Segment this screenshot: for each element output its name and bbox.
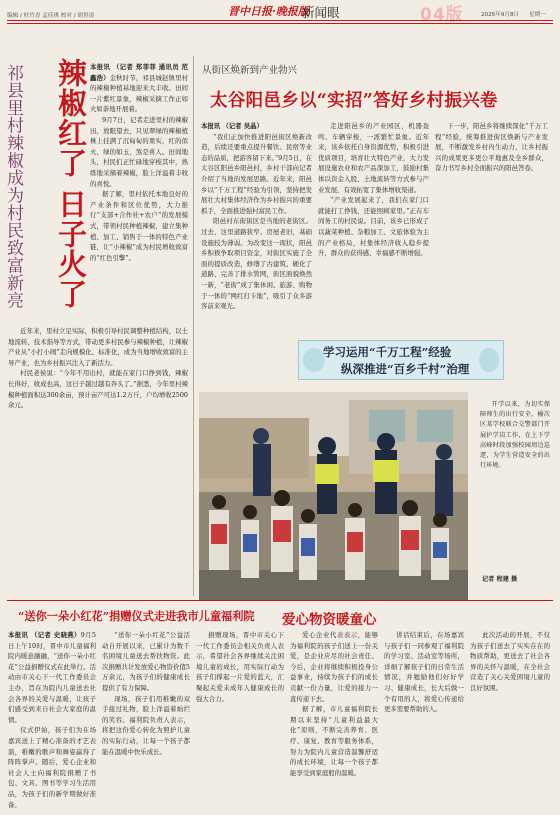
right-article-paragraph: 下一步，阳邑乡将继续深化“千万工程”经验，统筹推进街区焕新与产业发展，不断激发乡村内生动力，让乡村振兴的成果更多更公平地惠及全乡群众，奋力书写乡村全面振兴的阳邑答卷。	[435, 122, 548, 173]
left-article-paragraph: 据了解，里村依托本地良好的产业条件和区位优势，大力推行“支部+合作社+农户”的发展模式，带领村民种植辣椒，建立集种植、加工、销售于一体的特色产业链，让“小辣椒”成为村民增收致富的“红色引擎”。	[90, 190, 188, 262]
left-article-paragraph: 9月7日，记者走进里村的辣椒田，放眼望去，只见翠绿的辣椒植株上挂满了沉甸甸的果实，红的似火，绿的如玉，煞是喜人。田间地头，村民们正忙碌地穿梭其中，熟练地采摘着辣椒，脸上洋溢着丰收的喜悦。	[90, 115, 188, 188]
right-article-kicker: 从街区焕新到产业勃兴	[202, 65, 298, 76]
bottom-right-column	[196, 630, 284, 810]
policy-banner	[298, 340, 504, 380]
banner-line-1: 学习运用“千万工程”经验	[323, 345, 452, 359]
bottom-right-paragraph: 此次活动的开展，不仅为孩子们送去了实实在在的物质帮助，更送去了社会各界的关怀与温暖，在全社会营造了关心关爱困境儿童的良好氛围。	[470, 631, 550, 692]
bottom-right-paragraph: 爱心企业代表表示，能够为福利院的孩子们送上一份关爱，是企业应尽的社会责任。今后，企业将继续积极投身公益事业，持续为孩子们的成长贡献一份力量，让爱的接力一直传递下去。	[290, 631, 378, 703]
bottom-right-column	[470, 630, 550, 810]
banner-line-2: 纵深推进“百乡千村”治理	[341, 362, 470, 376]
masthead-rule	[7, 20, 553, 21]
right-article-paragraph: 走进阳邑乡的产业园区，机器轰鸣、车辆穿梭，一派繁忙景象。近年来，该乡依托自身资源优势，积极引进优质项目，培育壮大特色产业，大力发展设施农业和农产品深加工，鼓励村集体以资金入股、土地流转等方式参与产业发展，有效拓宽了集体增收渠道。	[318, 122, 429, 194]
masthead-logo: 晋中日报·晚报版	[228, 5, 309, 18]
issue-weekday: 星期一	[529, 12, 546, 18]
left-article-column	[90, 62, 188, 321]
section-divider	[7, 600, 553, 601]
news-photo	[199, 392, 468, 600]
bottom-right-headline: 爱心物资暖童心	[282, 612, 377, 628]
right-article-column	[435, 121, 548, 333]
photo-caption	[480, 400, 550, 570]
right-article-paragraph: 阳邑村东街街区是当地的老街区。过去，这里道路狭窄、房屋老旧，基础设施较为薄弱。为改变这一现状，阳邑乡积极争取项目资金，对街区实施了全面的提质改造，修缮了古建筑、硬化了道路、完善了排水管网，街区面貌焕然一新，“老街”成了集休闲、旅游、购物于一体的“网红打卡地”，吸引了众多游客前来观光。	[201, 217, 312, 311]
right-article-paragraph: “我们正加快推进阳邑街区焕新改造，后续还要重点提升餐饮、民宿等业态的品质，把游客留下来。”9月5日，在太谷区阳邑乡阳邑村，乡村干部向记者介绍了当地的发展思路。近年来，阳邑乡以“千万工程”经验为引领，坚持把发展壮大村集体经济作为乡村振兴的重要抓手，全面推进强村富民工作。	[201, 132, 312, 215]
bottom-left-paragraph: 仪式伊始，孩子们为在场嘉宾送上了精心准备的才艺表演，稚嫩的歌声和舞姿赢得了阵阵掌声。随后，爱心企业和社会人士向福利院捐赠了书包、文具、图书等学习生活用品，为孩子们的新学期做好准备。	[8, 726, 96, 809]
bottom-left-column	[8, 630, 96, 810]
bottom-left-paragraph: 现场，孩子们用稚嫩的双手接过礼物，脸上洋溢着灿烂的笑容。福利院负责人表示，将把这份爱心转化为照护儿童的实际行动，让每一个孩子都能在温暖中快乐成长。	[102, 694, 190, 756]
masthead-rule-thin	[7, 23, 553, 24]
crossing-guard-photo	[199, 392, 468, 600]
page-number: 04版	[420, 5, 464, 25]
left-article-paragraph: 金秋时节，祁县城赵镇里村的辣椒种植基地迎来大丰收。田间一片紫红景象，辣椒采摘工作正如火如荼地开展着。	[90, 73, 188, 114]
right-article-byline: 本报讯 （记者 吴晶）	[201, 122, 263, 130]
bottom-left-paragraph: 9月5日上午10时，晋中市儿童福利院内暖意融融，“送你一朵小红花”公益捐赠仪式在此举行。活动由市关心下一代工作委员会主办，旨在为院内儿童送去社会各界的关爱与温暖，让孩子们感受到来自社会大家庭的温情。	[8, 631, 96, 724]
right-article-column	[201, 121, 312, 333]
bottom-right-paragraph: 捐赠现场，晋中市关心下一代工作委员会相关负责人表示，希望社会各界继续关注困境儿童的成长，用实际行动为孩子们撑起一片爱的蓝天，汇聚起关爱未成年人健康成长的强大合力。	[196, 631, 284, 703]
bottom-left-paragraph: “送你一朵小红花”公益活动自开展以来，已累计为数千名困境儿童送去帮扶物资。此次捐赠共计发放爱心物资价值5万余元，为孩子们的健康成长提供了有力保障。	[102, 631, 190, 692]
left-article-column	[8, 326, 188, 588]
photo-credit: 记者 程建 摄	[482, 576, 518, 583]
right-article-column	[318, 121, 429, 333]
section-name: 新闻眼	[302, 5, 340, 20]
bottom-right-column	[290, 630, 378, 810]
banner-left-ornament	[303, 348, 325, 372]
photo-caption-text: 开学以来，为切实保障师生的出行安全，榆次区某学校联合交警部门开展护学岗工作，在上下学高峰时段加强校园周边巡逻，为学生营造安全的出行环境。	[480, 401, 550, 470]
bottom-right-column	[384, 630, 464, 810]
right-article-paragraph: “产业发展起来了，我们在家门口就能打工挣钱，还能照顾家里。”正在车间务工的村民说。目前，该乡已形成了以蔬菜种植、杂粮加工、文旅体验为主的产业格局，村集体经济收入稳步提升，群众的获得感、幸福感不断增强。	[318, 196, 429, 258]
left-article-paragraph: 近年来，里村立足实际，积极引导村民调整种植结构，以土地流转、技术指导等方式，带动更多村民参与辣椒种植，让辣椒产业从“小打小闹”走向规模化、标准化，成为当地增收致富的主导产业，也为乡村振兴注入了新活力。	[8, 327, 188, 367]
left-article-title: 辣椒红了 日子火了	[54, 58, 88, 310]
left-article-subtitle: 祁县里村辣椒成为村民致富新亮	[3, 64, 23, 309]
left-article-paragraph: 村民老侯说：“今年不用出村，就能在家门口挣到钱，辣椒长得好，收成也高，这日子越过越有奔头了。”据悉，今年里村辣椒种植面积达300余亩，预计亩产可达1.2万斤，户均增收2500余元。	[8, 369, 188, 410]
bottom-right-paragraph: 讲话结束后，在场嘉宾与孩子们一同参观了福利院的学习室、活动室等场所，详细了解孩子们的日常生活情况，并勉励他们好好学习、健康成长，长大后做一个有用的人，将爱心传递给更多需要帮助的人。	[384, 631, 464, 714]
bottom-left-byline: 本报讯 （记者 史晓燕）	[8, 631, 81, 639]
left-article-byline: 本报讯 （记者 郑菲菲 通讯员 范鑫浩）	[90, 63, 188, 82]
bottom-right-paragraph: 据了解，市儿童福利院长期以来坚持“儿童利益最大化”原则，不断完善养育、医疗、康复、教育等服务体系，努力为院内儿童营造温馨舒适的成长环境，让每一个孩子都能享受到家庭般的温暖。	[290, 705, 378, 777]
banner-right-ornament	[479, 348, 499, 372]
bottom-left-headline: “送你一朵小红花”捐赠仪式走进我市儿童福利院	[18, 609, 255, 623]
issue-date: 2025年9月8日	[481, 12, 520, 18]
bottom-left-column	[102, 630, 190, 810]
column-divider	[193, 56, 194, 596]
editor-credits: 编辑 / 杜竹青 孟佳琪 校对 / 胡世凌	[7, 13, 95, 19]
right-article-headline: 太谷阳邑乡以“实招”答好乡村振兴卷	[210, 91, 498, 111]
